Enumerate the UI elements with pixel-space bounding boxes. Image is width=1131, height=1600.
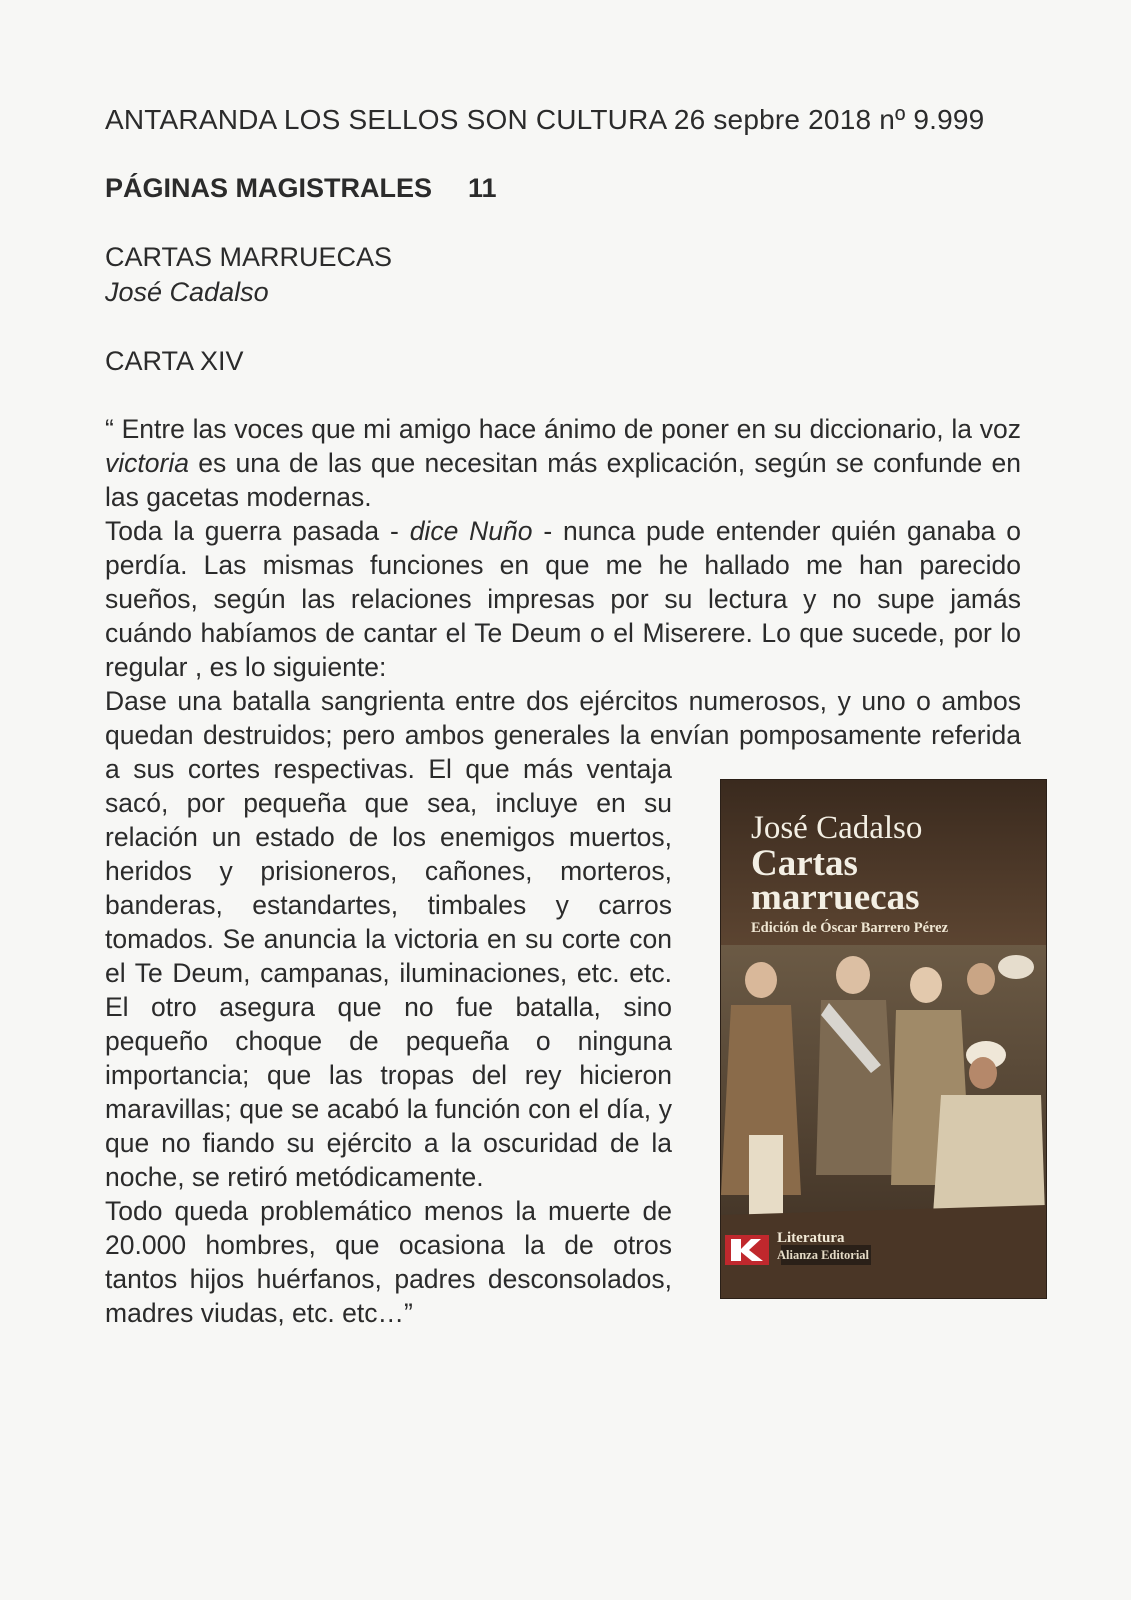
- paragraph-1-emphasis: victoria: [105, 448, 189, 478]
- cover-collection: Literatura: [777, 1230, 845, 1246]
- paragraph-2: [105, 514, 1021, 684]
- paragraph-2-emphasis: dice Nuño: [409, 516, 533, 546]
- paragraph-1-text-b: es una de las que necesitan más explicación, según se confunde en las gacetas modernas.: [105, 448, 1021, 512]
- paragraph-1-text-a: “ Entre las voces que mi amigo hace ánimo de poner en su diccionario, la voz: [105, 414, 1021, 444]
- paragraph-1: [105, 412, 1021, 514]
- book-cover-image: [720, 779, 1047, 1299]
- cover-painting-illustration: [721, 945, 1046, 1298]
- section-heading: [105, 173, 497, 204]
- cover-title: [751, 843, 920, 918]
- paragraph-2-text-a: Toda la guerra pasada -: [105, 516, 410, 546]
- section-number: 11: [468, 173, 497, 203]
- paragraph-3-text: Dase una batalla sangrienta entre dos ejércitos numerosos, y uno o ambos quedan destruidos; pero ambos generales la envían pomposamente referida a sus cortes respectivas. El que más ventaja sacó, por pequeña que sea, incluye en su relación un estado de los enemigos muertos, heridos y prisioneros, cañones, morteros, banderas, estandartes, timbales y carros tomados. Se anuncia la victoria en su corte con el Te Deum, campanas, iluminaciones, etc. etc. El otro asegura que no fue batalla, sino pequeño choque de pequeña o ninguna importancia; que las tropas del rey hicieron maravillas; que se acabó la función con el día, y que no fiando su ejército a la oscuridad de la noche, se retiró metódicamente.: [105, 686, 1021, 1192]
- cover-edition: Edición de Óscar Barrero Pérez: [751, 920, 949, 936]
- section-title: PÁGINAS MAGISTRALES: [105, 173, 433, 203]
- work-title: CARTAS MARRUECAS: [105, 242, 393, 272]
- cover-title-line-2: marruecas: [751, 877, 920, 918]
- book-cover: [720, 779, 1047, 1299]
- publication-header: ANTARANDA LOS SELLOS SON CULTURA 26 sepbre 2018 nº 9.999: [105, 104, 985, 135]
- cover-title-line-1: Cartas: [751, 843, 858, 884]
- work-author: José Cadalso: [105, 277, 269, 307]
- paragraph-2-text-b: - nunca pude entender quién ganaba o perdía. Las mismas funciones en que me he hallado me han parecido sueños, según las relaciones impresas por su lectura y no supe jamás cuándo habíamos de cantar el Te Deum o el Miserere. Lo que sucede, por lo regular , es lo siguiente:: [105, 516, 1022, 682]
- paragraph-4: Todo queda problemático menos la muerte de 20.000 hombres, que ocasiona la de otros tantos hijos huérfanos, padres desconsolados, madres viudas, etc. etc…”: [105, 1196, 672, 1328]
- cover-publisher: Alianza Editorial: [777, 1248, 870, 1262]
- cover-author: José Cadalso: [751, 810, 923, 846]
- publisher-logo-icon: [725, 1235, 769, 1265]
- letter-title: CARTA XIV: [105, 346, 244, 376]
